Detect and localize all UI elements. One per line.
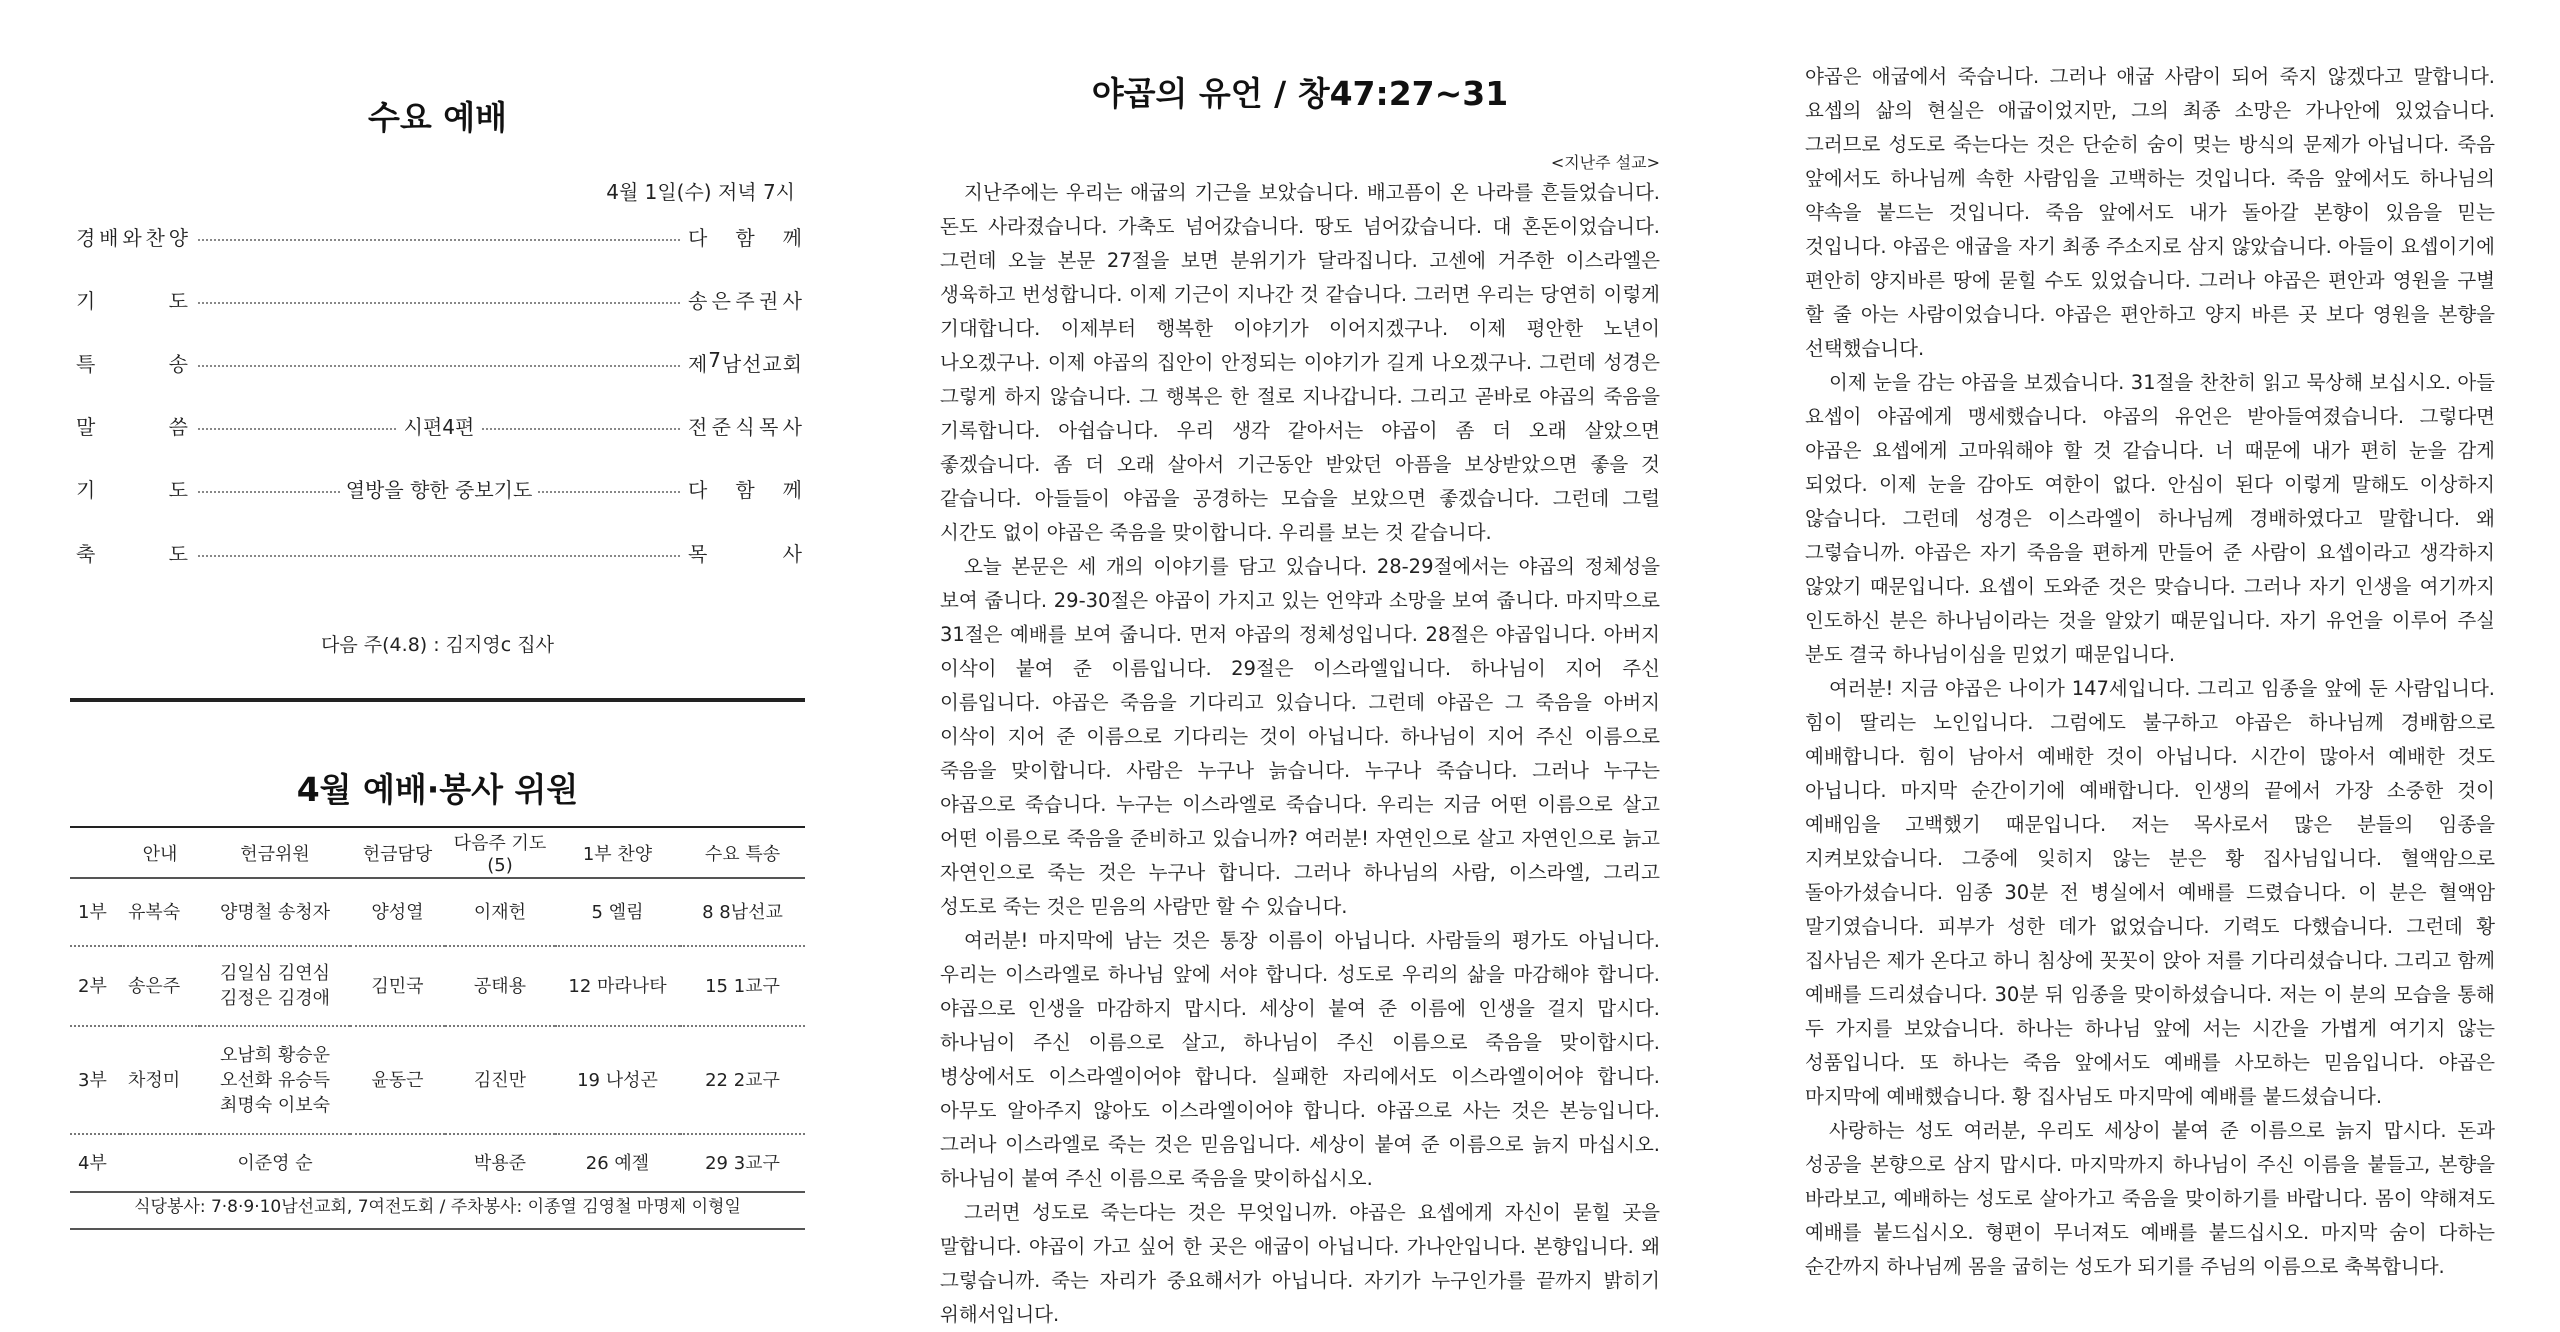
duty-praise: 12 마라나타 [555,946,680,1026]
order-detail-text: 시편4편 [398,415,481,439]
order-label: 기 도 [76,289,188,313]
sermon-paragraph: 사랑하는 성도 여러분, 우리도 세상이 붙여 준 이름으로 늙지 맙시다. 돈과 성공을 본향으로 삼지 맙시다. 마지막까지 하나님이 주신 이름을 붙들고, 본향을 바라보고, 예배하는 성도로 살아가고 죽음을 맞이하기를 바랍니다. 몸이 약해져도 예배를 붙드십시오. 형편이 무너져도 예배를 붙드십시오. 마지막 숨이 다하는 순간까지 하나님께 몸을 굽히는 성도가 되기를 주님의 이름으로 축복합니다. [1805,1119,2495,1278]
duty-table-header [70,827,805,878]
duty-part: 2부 [70,946,120,1026]
duty-header-special: 수요 특송 [680,827,805,878]
order-leader: 목 사 [688,542,802,566]
duty-offering-line: 이준영 순 [237,1152,313,1174]
duty-offering [200,1134,350,1192]
order-detail-text: 열방을 향한 중보기도 [340,478,539,502]
duty-header-part [70,827,120,878]
order-row [76,348,802,378]
order-label: 축 도 [76,542,188,566]
duty-special: 22 2교구 [680,1026,805,1134]
duty-special: 15 1교구 [680,946,805,1026]
order-leader: 다 함 께 [688,226,802,250]
duty-prayer: 이재헌 [445,878,555,946]
sermon-body-1 [940,176,1660,1332]
duty-manager: 윤동근 [350,1026,445,1134]
duty-offering [200,946,350,1026]
duty-prayer: 박용준 [445,1134,555,1192]
duty-header-guide: 안내 [120,827,200,878]
order-row [76,411,802,441]
leader-dots [198,302,680,304]
leader-dots [198,555,680,557]
sermon-title: 야곱의 유언 / 창47:27~31 [1091,74,1509,113]
duty-part: 1부 [70,878,120,946]
order-detail [198,411,680,440]
sermon-body-2 [1805,60,2495,1284]
duty-row [70,878,805,946]
duty-praise: 5 엘림 [555,878,680,946]
duty-manager [350,1134,445,1192]
sermon-paragraph: 이제 눈을 감는 야곱을 보겠습니다. 31절을 찬찬히 읽고 묵상해 보십시오. 아들 요셉이 야곱에게 맹세했습니다. 야곱의 유언은 받아들여졌습니다. 그렇다면 야곱은 요셉에게 고마워해야 할 것 같습니다. 너 때문에 내가 편히 눈을 감게 되었다. 이제 눈을 감아도 여한이 없다. 안심이 된다 이렇게 말해도 이상하지 않습니다. 그런데 성경은 이스라엘이 하나님께 경배하였다고 말합니다. 왜 그렇습니까. 야곱은 자기 죽음을 편하게 만들어 준 사람이 요셉이라고 생각하지 않았기 때문입니다. 요셉이 도와준 것은 맞습니다. 그러나 자기 인생을 여기까지 인도하신 분은 하나님이라는 것을 알았기 때문입니다. 자기 유언을 이루어 주실 분도 결국 하나님이심을 믿었기 때문입니다. [1805,371,2495,666]
duty-row [70,1026,805,1134]
leader-dots [198,239,680,241]
duty-row [70,1134,805,1192]
order-row [76,285,802,315]
duty-part: 3부 [70,1026,120,1134]
duty-offering-line: 김정은 김경애 [219,988,331,1009]
duty-manager: 양성열 [350,878,445,946]
duty-offering-line: 김일심 김연심 [219,963,331,984]
duty-guide: 차정미 [120,1026,200,1134]
duty-row [70,946,805,1026]
duty-manager: 김민국 [350,946,445,1026]
order-row [76,538,802,568]
section-divider [70,698,805,702]
duty-header-prayer: 다음주 기도(5) [445,827,555,878]
sermon-paragraph: 여러분! 지금 야곱은 나이가 147세입니다. 그리고 임종을 앞에 둔 사람입니다. 힘이 딸리는 노인입니다. 그럼에도 불구하고 야곱은 하나님께 경배함으로 예배합니다. 힘이 남아서 예배한 것이 아닙니다. 시간이 많아서 예배한 것도 아닙니다. 마지막 순간이기에 예배합니다. 인생의 끝에서 가장 소중한 것이 예배임을 고백했기 때문입니다. 저는 목사로서 많은 분들의 임종을 지켜보았습니다. 그중에 잊히지 않는 분은 황 집사님입니다. 혈액암으로 돌아가셨습니다. 임종 30분 전 병실에서 예배를 드렸습니다. 이 분은 혈액암 말기였습니다. 피부가 성한 데가 없었습니다. 기력도 다했습니다. 그런데 황 집사님은 제가 온다고 하니 침상에 꼿꼿이 앉아 저를 기다리셨습니다. 그리고 함께 예배를 드리셨습니다. 30분 뒤 임종을 맞이하셨습니다. 저는 이 분의 모습을 통해 두 가지를 보았습니다. 하나는 하나님 앞에 서는 시간을 가볍게 여기지 않는 성품입니다. 또 하나는 죽음 앞에서도 예배를 사모하는 믿음입니다. 야곱은 마지막에 예배했습니다. 황 집사님도 마지막에 예배를 붙드셨습니다. [1805,677,2495,1108]
order-row [76,222,802,252]
duty-prayer: 공태용 [445,946,555,1026]
sermon-paragraph: 여러분! 마지막에 남는 것은 통장 이름이 아닙니다. 사람들의 평가도 아닙니다. 우리는 이스라엘로 하나님 앞에 서야 합니다. 성도로 우리의 삶을 마감해야 합니다. 야곱으로 인생을 마감하지 맙시다. 세상이 붙여 준 이름에 인생을 걸지 맙시다. 하나님이 주신 이름으로 살고, 하나님이 주신 이름으로 죽음을 맞이합시다. 병상에서도 이스라엘이어야 합니다. 실패한 자리에서도 이스라엘이어야 합니다. 아무도 알아주지 않아도 이스라엘이어야 합니다. 야곱으로 사는 것은 본능입니다. 그러나 이스라엘로 죽는 것은 믿음입니다. 세상이 붙여 준 이름으로 늙지 마십시오. 하나님이 붙여 주신 이름으로 죽음을 맞이하십시오. [940,929,1660,1190]
order-label: 기 도 [76,478,188,502]
service-date: 4월 1일(수) 저녁 7시 [606,180,795,204]
duty-offering [200,1026,350,1134]
order-label: 경 배 와 찬 양 [76,226,188,250]
duty-header-offering: 헌금위원 [200,827,350,878]
order-row [76,474,802,504]
duty-title: 4월 예배·봉사 위원 [296,770,579,809]
sermon-paragraph: 지난주에는 우리는 애굽의 기근을 보았습니다. 배고픔이 온 나라를 흔들었습니다. 돈도 사라졌습니다. 가축도 넘어갔습니다. 땅도 넘어갔습니다. 대 혼돈이었습니다. 그런데 오늘 본문 27절을 보면 분위기가 달라집니다. 고센에 거주한 이스라엘은 생육하고 번성합니다. 이제 기근이 지나간 것 같습니다. 그러면 우리는 당연히 이렇게 기대합니다. 이제부터 행복한 이야기가 이어지겠구나. 이제 평안한 노년이 나오겠구나. 이제 야곱의 집안이 안정되는 이야기가 길게 나오겠구나. 그런데 성경은 그렇게 하지 않습니다. 그 행복은 한 절로 지나갑니다. 그리고 곧바로 야곱의 죽음을 기록합니다. 아쉽습니다. 우리 생각 같아서는 야곱이 좀 더 오래 살았으면 좋겠습니다. 좀 더 오래 살아서 기근동안 받았던 아픔을 보상받았으면 좋을 것 같습니다. 아들들이 야곱을 공경하는 모습을 보았으면 좋겠습니다. 그런데 그럴 시간도 없이 야곱은 죽음을 맞이합니다. 우리를 보는 것 같습니다. [940,181,1660,544]
order-leader: 송 은 주 권 사 [688,289,802,313]
order-leader: 다 함 께 [688,478,802,502]
order-label: 말 씀 [76,415,188,439]
sermon-paragraph: 야곱은 애굽에서 죽습니다. 그러나 애굽 사람이 되어 죽지 않겠다고 말합니다. 요셉의 삶의 현실은 애굽이었지만, 그의 최종 소망은 가나안에 있었습니다. 그러므로 성도로 죽는다는 것은 단순히 숨이 멎는 방식의 문제가 아닙니다. 죽음 앞에서도 하나님께 속한 사람임을 고백하는 것입니다. 죽음 앞에서도 하나님의 약속을 붙드는 것입니다. 죽음 앞에서도 내가 돌아갈 본향이 있음을 믿는 것입니다. 야곱은 애굽을 자기 최종 주소지로 삼지 않았습니다. 아들이 요셉이기에 편안히 양지바른 땅에 묻힐 수도 있었습니다. 그러나 야곱은 편안과 영원을 구별 할 줄 아는 사람이었습니다. 야곱은 편안하고 양지 바른 곳 보다 영원을 본향을 선택했습니다. [1805,65,2495,360]
duty-guide: 송은주 [120,946,200,1026]
leader-dots [198,365,680,367]
duty-table [70,826,805,1193]
duty-offering-line: 양명철 송청자 [219,901,331,923]
footer-divider [70,1228,805,1230]
duty-guide: 유복숙 [120,878,200,946]
order-detail [198,474,680,503]
volunteer-note: 식당봉사: 7·8·9·10남선교회, 7여전도회 / 주차봉사: 이종열 김영철 마명제 이형일 [134,1197,741,1217]
service-title: 수요 예배 [367,98,507,137]
order-label: 특 송 [76,352,188,376]
duty-praise: 26 예젤 [555,1134,680,1192]
order-leader: 전 준 식 목 사 [688,415,802,439]
duty-praise: 19 나성곤 [555,1026,680,1134]
duty-prayer: 김진만 [445,1026,555,1134]
order-leader: 제 7 남 선 교 회 [688,348,802,376]
duty-offering-line: 오선화 유승득 [219,1069,331,1091]
duty-part: 4부 [70,1134,120,1192]
duty-offering-line: 최명숙 이보숙 [219,1094,331,1116]
sermon-paragraph: 그러면 성도로 죽는다는 것은 무엇입니까. 야곱은 요셉에게 자신이 묻힐 곳을 말합니다. 야곱이 가고 싶어 한 곳은 애굽이 아닙니다. 가나안입니다. 본향입니다. 왜 그렇습니까. 죽는 자리가 중요해서가 아닙니다. 자기가 누구인가를 끝까지 밝히기 위해서입니다. [940,1201,1660,1326]
duty-header-praise: 1부 찬양 [555,827,680,878]
duty-special: 8 8남선교 [680,878,805,946]
next-week-note: 다음 주(4.8) : 김지영c 집사 [321,634,554,656]
duty-guide [120,1134,200,1192]
sermon-source: <지난주 설교> [1550,153,1660,172]
duty-header-manager: 헌금담당 [350,827,445,878]
duty-special: 29 3교구 [680,1134,805,1192]
duty-offering-line: 오남희 황승운 [219,1044,331,1066]
duty-offering [200,878,350,946]
sermon-paragraph: 오늘 본문은 세 개의 이야기를 담고 있습니다. 28-29절에서는 야곱의 정체성을 보여 줍니다. 29-30절은 야곱이 가지고 있는 언약과 소망을 보여 줍니다. 마지막으로 31절은 예배를 보여 줍니다. 먼저 야곱의 정체성입니다. 28절은 야곱입니다. 아버지 이삭이 붙여 준 이름입니다. 29절은 이스라엘입니다. 하나님이 지어 주신 이름입니다. 야곱은 죽음을 기다리고 있습니다. 그런데 야곱은 그 죽음을 아버지 이삭이 지어 준 이름으로 기다리는 것이 아닙니다. 하나님이 지어 주신 이름으로 죽음을 맞이합니다. 사람은 누구나 늙습니다. 누구나 죽습니다. 그러나 누구는 야곱으로 죽습니다. 누구는 이스라엘로 죽습니다. 우리는 지금 어떤 이름으로 살고 어떤 이름으로 죽음을 준비하고 있습니까? 여러분! 자연인으로 살고 자연인으로 늙고 자연인으로 죽는 것은 누구나 합니다. 그러나 하나님의 사람, 이스라엘, 그리고 성도로 죽는 것은 믿음의 사람만 할 수 있습니다. [940,555,1660,918]
